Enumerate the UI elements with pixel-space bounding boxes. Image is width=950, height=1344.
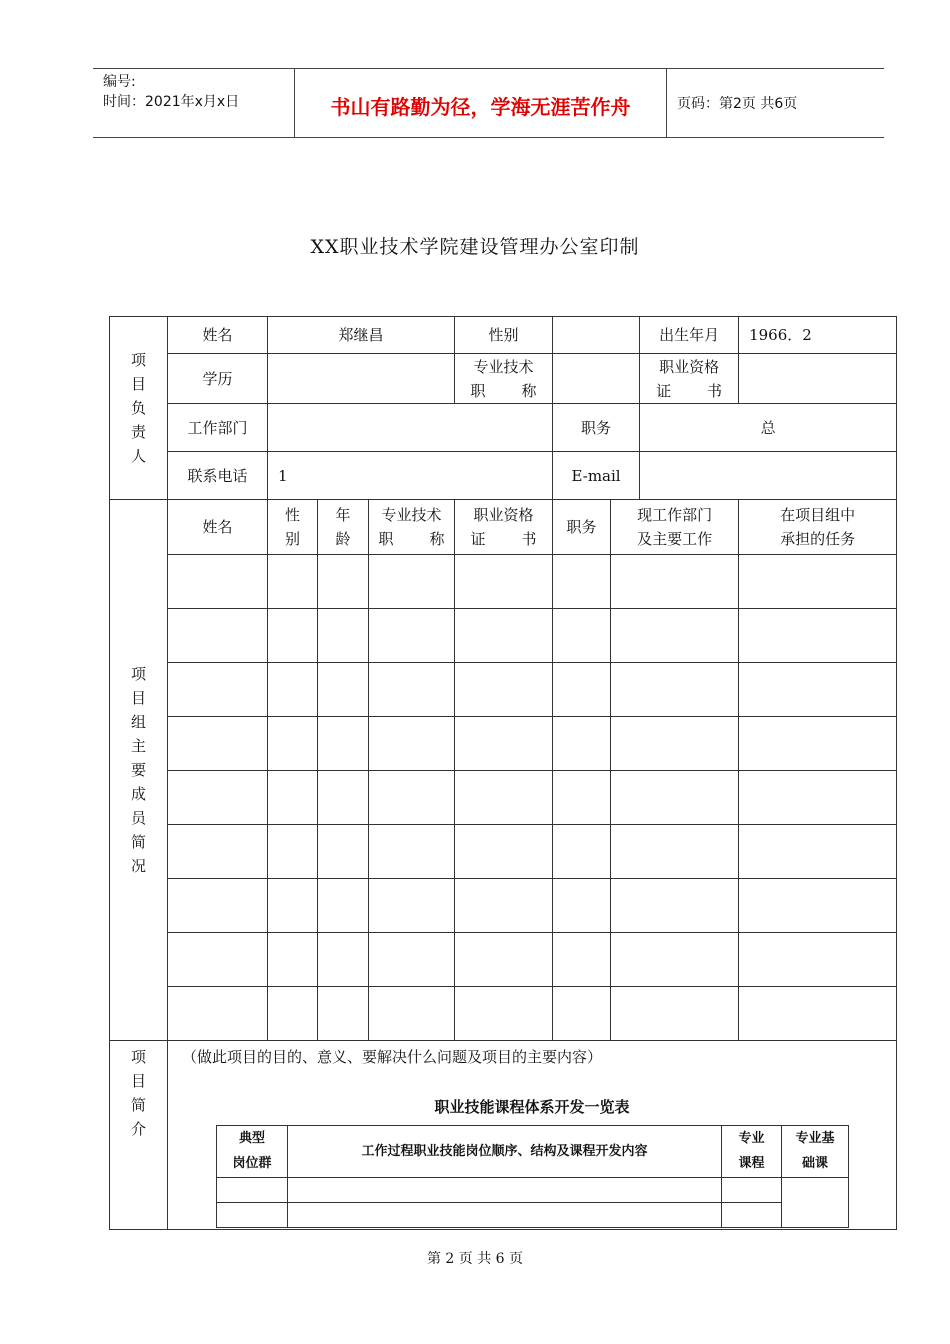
document-title: XX职业技术学院建设管理办公室印制 — [310, 236, 640, 258]
member-cell[interactable] — [739, 879, 897, 933]
member-cell[interactable] — [369, 717, 455, 771]
member-header-name: 姓名 — [168, 500, 268, 555]
member-cell[interactable] — [739, 987, 897, 1041]
member-cell[interactable] — [553, 771, 611, 825]
member-cell[interactable] — [268, 609, 318, 663]
page-header — [93, 68, 884, 138]
member-header-cert: 职业资格 证 书 — [455, 500, 553, 555]
member-cell[interactable] — [168, 717, 268, 771]
table-row — [110, 555, 897, 609]
header-page-cell — [667, 69, 883, 137]
dept-label: 工作部门 — [168, 404, 268, 452]
course-cell[interactable] — [722, 1177, 782, 1202]
member-cell[interactable] — [455, 933, 553, 987]
header-meta-cell — [93, 69, 295, 137]
member-header-title: 专业技术 职 称 — [369, 500, 455, 555]
member-cell[interactable] — [168, 879, 268, 933]
member-cell[interactable] — [455, 825, 553, 879]
member-cell[interactable] — [168, 987, 268, 1041]
time-label: 时间：2021年x月x日 — [103, 94, 240, 110]
member-cell[interactable] — [553, 609, 611, 663]
name-label: 姓名 — [168, 317, 268, 354]
member-cell[interactable] — [318, 663, 369, 717]
course-cell[interactable] — [217, 1202, 288, 1227]
dept-value[interactable] — [268, 404, 553, 452]
member-cell[interactable] — [318, 825, 369, 879]
member-cell[interactable] — [455, 987, 553, 1041]
table-row — [110, 879, 897, 933]
member-cell[interactable] — [369, 987, 455, 1041]
table-row — [110, 825, 897, 879]
member-cell[interactable] — [268, 933, 318, 987]
member-cell[interactable] — [369, 771, 455, 825]
member-cell[interactable] — [168, 555, 268, 609]
member-cell[interactable] — [318, 987, 369, 1041]
member-cell[interactable] — [168, 663, 268, 717]
table-row — [110, 771, 897, 825]
member-header-dept: 现工作部门 及主要工作 — [611, 500, 739, 555]
member-cell[interactable] — [369, 879, 455, 933]
member-cell[interactable] — [553, 825, 611, 879]
member-cell[interactable] — [611, 717, 739, 771]
project-form-table — [109, 316, 897, 1230]
member-cell[interactable] — [318, 771, 369, 825]
member-cell[interactable] — [369, 663, 455, 717]
member-cell[interactable] — [739, 717, 897, 771]
birth-value[interactable]: 1966．2 — [739, 317, 897, 354]
position-label: 职务 — [553, 404, 640, 452]
member-cell[interactable] — [318, 555, 369, 609]
name-value[interactable]: 郑继昌 — [268, 317, 455, 354]
course-table — [216, 1125, 849, 1228]
tech-title-value[interactable] — [553, 354, 640, 404]
course-header-content: 工作过程职业技能岗位顺序、结构及课程开发内容 — [288, 1126, 722, 1178]
member-cell[interactable] — [268, 987, 318, 1041]
member-cell[interactable] — [369, 933, 455, 987]
member-cell[interactable] — [739, 555, 897, 609]
course-header-foundation-course: 专业基 础课 — [782, 1126, 849, 1178]
position-value[interactable]: 总 — [640, 404, 897, 452]
member-cell[interactable] — [318, 717, 369, 771]
member-header-task: 在项目组中 承担的任务 — [739, 500, 897, 555]
table-row — [217, 1177, 849, 1202]
member-cell[interactable] — [739, 933, 897, 987]
member-header-gender: 性 别 — [268, 500, 318, 555]
member-cell[interactable] — [455, 717, 553, 771]
header-motto-cell — [295, 69, 667, 137]
member-cell[interactable] — [455, 771, 553, 825]
birth-label: 出生年月 — [640, 317, 739, 354]
member-cell[interactable] — [268, 717, 318, 771]
phone-value[interactable]: 1 — [268, 452, 553, 500]
member-cell[interactable] — [611, 879, 739, 933]
member-header-age: 年 龄 — [318, 500, 369, 555]
course-cell[interactable] — [722, 1202, 782, 1227]
course-table-title: 职业技能课程体系开发一览表 — [434, 1098, 630, 1116]
member-cell[interactable] — [611, 555, 739, 609]
member-cell[interactable] — [611, 771, 739, 825]
course-header-post-group: 典型 岗位群 — [217, 1126, 288, 1178]
table-row — [110, 933, 897, 987]
motto: 书山有路勤为径，学海无涯苦作舟 — [330, 95, 631, 119]
member-cell[interactable] — [268, 825, 318, 879]
gender-label: 性别 — [455, 317, 553, 354]
intro-content[interactable] — [168, 1041, 897, 1230]
member-cell[interactable] — [455, 609, 553, 663]
table-row — [110, 663, 897, 717]
member-cell[interactable] — [318, 609, 369, 663]
member-cell[interactable] — [553, 555, 611, 609]
member-cell[interactable] — [611, 987, 739, 1041]
email-value[interactable] — [640, 452, 897, 500]
page-info: 页码：第2页 共6页 — [677, 96, 798, 112]
member-cell[interactable] — [168, 609, 268, 663]
course-header-major-course: 专业 课程 — [722, 1126, 782, 1178]
member-cell[interactable] — [369, 555, 455, 609]
course-cell[interactable] — [217, 1177, 288, 1202]
course-cell[interactable] — [782, 1177, 849, 1228]
member-cell[interactable] — [369, 825, 455, 879]
intro-note: （做此项目的目的、意义、要解决什么问题及项目的主要内容） — [182, 1048, 603, 1066]
member-cell[interactable] — [168, 933, 268, 987]
table-row — [110, 717, 897, 771]
member-cell[interactable] — [168, 771, 268, 825]
member-cell[interactable] — [268, 555, 318, 609]
member-cell[interactable] — [739, 771, 897, 825]
cert-label: 职业资格 证 书 — [640, 354, 739, 404]
cert-value[interactable] — [739, 354, 897, 404]
table-row — [217, 1202, 849, 1227]
member-cell[interactable] — [611, 663, 739, 717]
member-cell[interactable] — [369, 609, 455, 663]
member-cell[interactable] — [553, 879, 611, 933]
email-label: E-mail — [553, 452, 640, 500]
member-cell[interactable] — [168, 825, 268, 879]
member-cell[interactable] — [739, 609, 897, 663]
member-header-position: 职务 — [553, 500, 611, 555]
members-section-label: 项 目 组 主 要 成 员 简 况 — [110, 500, 168, 1041]
phone-label: 联系电话 — [168, 452, 268, 500]
gender-value[interactable] — [553, 317, 640, 354]
member-cell[interactable] — [611, 825, 739, 879]
member-cell[interactable] — [318, 933, 369, 987]
education-value[interactable] — [268, 354, 455, 404]
member-cell[interactable] — [268, 771, 318, 825]
member-cell[interactable] — [268, 663, 318, 717]
course-cell[interactable] — [288, 1202, 722, 1227]
member-cell[interactable] — [318, 879, 369, 933]
member-cell[interactable] — [268, 879, 318, 933]
member-cell[interactable] — [455, 663, 553, 717]
member-cell[interactable] — [611, 609, 739, 663]
page-footer: 第 2 页 共 6 页 — [426, 1251, 524, 1267]
member-cell[interactable] — [553, 987, 611, 1041]
intro-section-label: 项 目 简 介 — [110, 1041, 168, 1230]
member-cell[interactable] — [611, 933, 739, 987]
table-row — [110, 987, 897, 1041]
member-cell[interactable] — [739, 663, 897, 717]
member-cell[interactable] — [455, 879, 553, 933]
leader-section-label: 项 目 负 责 人 — [110, 317, 168, 500]
course-cell[interactable] — [288, 1177, 722, 1202]
number-label: 编号: — [103, 74, 136, 90]
education-label: 学历 — [168, 354, 268, 404]
tech-title-label: 专业技术 职 称 — [455, 354, 553, 404]
member-cell[interactable] — [553, 717, 611, 771]
member-cell[interactable] — [553, 933, 611, 987]
member-cell[interactable] — [739, 825, 897, 879]
member-cell[interactable] — [455, 555, 553, 609]
member-cell[interactable] — [553, 663, 611, 717]
table-row — [110, 609, 897, 663]
